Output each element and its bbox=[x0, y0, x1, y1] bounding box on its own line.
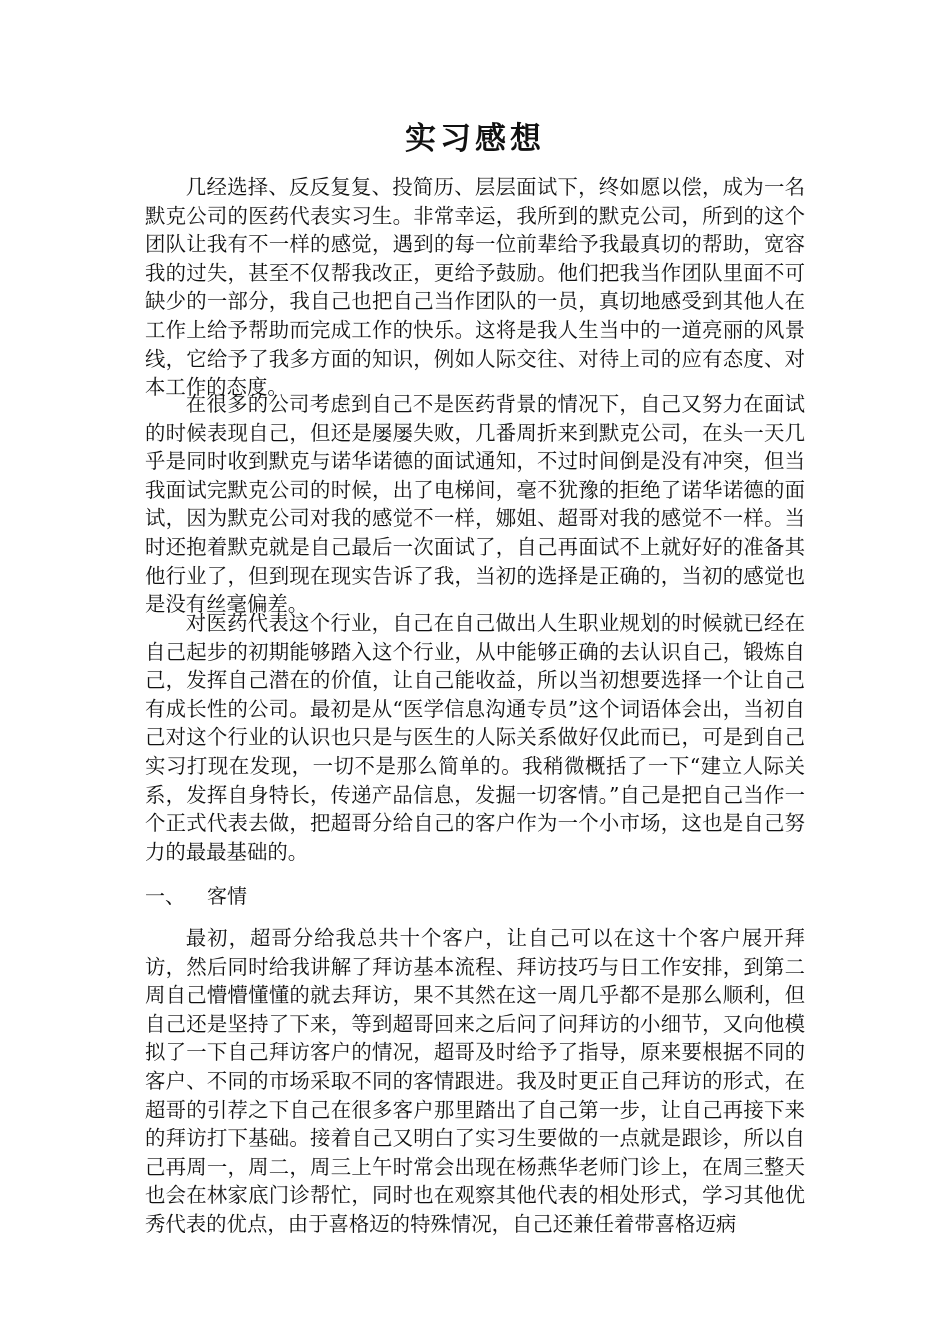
section-title: 客情 bbox=[207, 884, 247, 908]
section-paragraph: 最初，超哥分给我总共十个客户，让自己可以在这十个客户展开拜访，然后同时给我讲解了拜访基本流程、拜访技巧与日工作安排，到第二周自己懵懵懂懂的就去拜访，果不其然在这一周几乎都不是那么顺利，但自己还是坚持了下来，等到超哥回来之后问了问拜访的小细节，又向他模拟了一下自己拜访客户的情况，超哥及时给予了指导，原来要根据不同的客户、不同的市场采取不同的客情跟进。我及时更正自己拜访的形式，在超哥的引荐之下自己在很多客户那里踏出了自己第一步，让自己再接下来的拜访打下基础。接着自己又明白了实习生要做的一点就是跟诊，所以自己再周一，周二，周三上午时常会出现在杨燕华老师门诊上，在周三整天也会在林家底门诊帮忙，同时也在观察其他代表的相处形式，学习其他优秀代表的优点，由于喜格迈的特殊情况，自己还兼任着带喜格迈病 bbox=[145, 926, 805, 1236]
document-title: 实习感想 bbox=[405, 121, 545, 157]
section-heading bbox=[145, 882, 247, 910]
paragraph-1: 几经选择、反反复复、投简历、层层面试下，终如愿以偿，成为一名默克公司的医药代表实习生。非常幸运，我所到的默克公司，所到的这个团队让我有不一样的感觉，遇到的每一位前辈给予我最真切的帮助，宽容我的过失，甚至不仅帮我改正，更给予鼓励。他们把我当作团队里面不可缺少的一部分，我自己也把自己当作团队的一员，真切地感受到其他人在工作上给予帮助而完成工作的快乐。这将是我人生当中的一道亮丽的风景线，它给予了我多方面的知识，例如人际交往、对待上司的应有态度、对本工作的态度。 bbox=[145, 175, 805, 400]
section-number: 一、 bbox=[145, 884, 185, 908]
paragraph-2: 在很多的公司考虑到自己不是医药背景的情况下，自己又努力在面试的时候表现自己，但还是屡屡失败，几番周折来到默克公司，在头一天几乎是同时收到默克与诺华诺德的面试通知，不过时间倒是没有冲突，但当我面试完默克公司的时候，出了电梯间，毫不犹豫的拒绝了诺华诺德的面试，因为默克公司对我的感觉不一样，娜姐、超哥对我的感觉不一样。当时还抱着默克就是自己最后一次面试了，自己再面试不上就好好的准备其他行业了，但到现在现实告诉了我，当初的选择是正确的，当初的感觉也是没有丝毫偏差。 bbox=[145, 392, 805, 617]
paragraph-3: 对医药代表这个行业，自己在自己做出人生职业规划的时候就已经在自己起步的初期能够踏入这个行业，从中能够正确的去认识自己，锻炼自己，发挥自己潜在的价值，让自己能收益，所以当初想要选择一个让自己有成长性的公司。最初是从“医学信息沟通专员”这个词语体会出，当初自己对这个行业的认识也只是与医生的人际关系做好仅此而已，可是到自己实习打现在发现，一切不是那么简单的。我稍微概括了一下“建立人际关系，发挥自身特长，传递产品信息，发掘一切客情。”自己是把自己当作一个正式代表去做，把超哥分给自己的客户作为一个小市场，这也是自己努力的最最基础的。 bbox=[145, 611, 805, 864]
